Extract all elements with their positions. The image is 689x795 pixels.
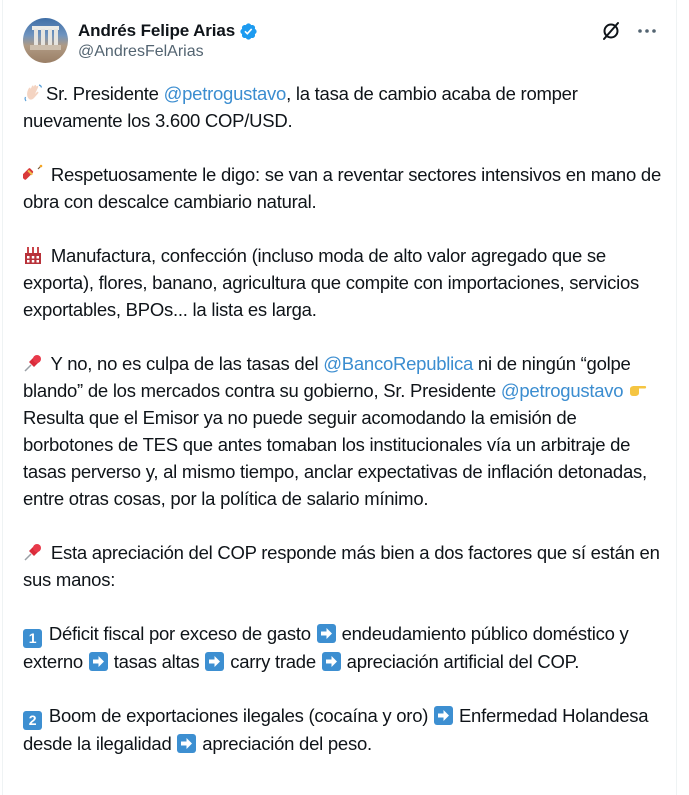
waving-hand-icon	[23, 83, 43, 103]
avatar-image-detail	[54, 29, 58, 46]
right-arrow-icon	[434, 706, 453, 725]
text-segment: Enfermedad Holandesa desde la ilegalidad	[23, 705, 649, 754]
mention-link[interactable]: @petrogustavo	[163, 83, 287, 104]
grok-button[interactable]	[600, 20, 622, 42]
text-segment: Déficit fiscal por exceso de gasto	[44, 623, 316, 644]
firecracker-icon	[23, 164, 43, 184]
keycap-one-icon: 1	[23, 629, 42, 648]
right-arrow-icon	[317, 624, 336, 643]
more-icon	[637, 28, 657, 34]
avatar[interactable]	[23, 18, 68, 63]
tweet-paragraph-3	[23, 242, 671, 323]
text-segment: ni de ningún “golpe blando” de los mercados contra su gobierno, Sr. Presidente	[23, 353, 631, 401]
text-segment: apreciación artificial del COP.	[341, 651, 580, 672]
tweet-paragraph-5	[23, 539, 671, 593]
display-name[interactable]: Andrés Felipe Arias	[78, 21, 236, 40]
avatar-image-detail	[30, 45, 61, 50]
mention-link[interactable]: @petrogustavo	[500, 380, 624, 401]
avatar-image-detail	[48, 29, 52, 46]
right-arrow-icon	[205, 652, 224, 671]
text-segment: tasas altas	[108, 651, 205, 672]
text-segment: , la tasa de cambio acaba de romper nuevamente los 3.600 COP/USD.	[23, 83, 578, 131]
text-segment: Esta apreciación del COP responde más bien a dos factores que sí están en sus manos:	[23, 542, 660, 590]
text-segment: Manufactura, confección (incluso moda de alto valor agregado que se exporta), flores, banano, agricultura que compite con importaciones, servicios exportables, BPOs... la lista es larga.	[23, 245, 639, 320]
more-options-button[interactable]	[636, 20, 658, 42]
tweet-actions	[600, 20, 658, 42]
pushpin-icon	[23, 353, 43, 373]
text-segment: Y no, no es culpa de las tasas del	[46, 353, 324, 374]
tweet-header	[23, 18, 662, 66]
author-info	[78, 20, 258, 61]
grok-icon	[600, 20, 622, 42]
text-segment: Resulta que el Emisor ya no puede seguir acomodando la emisión de borbotones de TES que antes tomaban los institucionales vía un arbitraje de tasas perverso y, al mismo tiempo, anclar expectativas de inflación detonadas, entre otras cosas, por la política de salario mínimo.	[23, 407, 647, 509]
tweet-text	[23, 80, 671, 784]
tweet-paragraph-1	[23, 80, 671, 134]
mention-link[interactable]: @BancoRepublica	[323, 353, 474, 374]
verified-badge-icon[interactable]	[239, 22, 258, 41]
text-segment: carry trade	[225, 651, 321, 672]
tweet-paragraph-2	[23, 161, 671, 215]
avatar-image-detail	[34, 29, 38, 46]
tweet-card	[2, 0, 677, 795]
avatar-image-detail	[41, 29, 45, 46]
text-segment: endeudamiento público doméstico y externo	[23, 623, 629, 672]
pushpin-icon	[23, 542, 43, 562]
user-handle[interactable]: @AndresFelArias	[78, 43, 204, 60]
text-segment: apreciación del peso.	[197, 733, 372, 754]
text-segment: Boom de exportaciones ilegales (cocaína y oro)	[44, 705, 434, 726]
text-segment: Sr. Presidente	[46, 83, 164, 104]
right-arrow-icon	[177, 734, 196, 753]
factory-icon	[23, 245, 43, 265]
pointing-right-icon	[628, 380, 648, 400]
tweet-paragraph-6	[23, 620, 671, 675]
keycap-two-icon: 2	[23, 711, 42, 730]
right-arrow-icon	[322, 652, 341, 671]
tweet-paragraph-4	[23, 350, 671, 512]
text-segment: Respetuosamente le digo: se van a reventar sectores intensivos en mano de obra con descalce cambiario natural.	[23, 164, 661, 212]
tweet-paragraph-7	[23, 702, 671, 757]
right-arrow-icon	[89, 652, 108, 671]
